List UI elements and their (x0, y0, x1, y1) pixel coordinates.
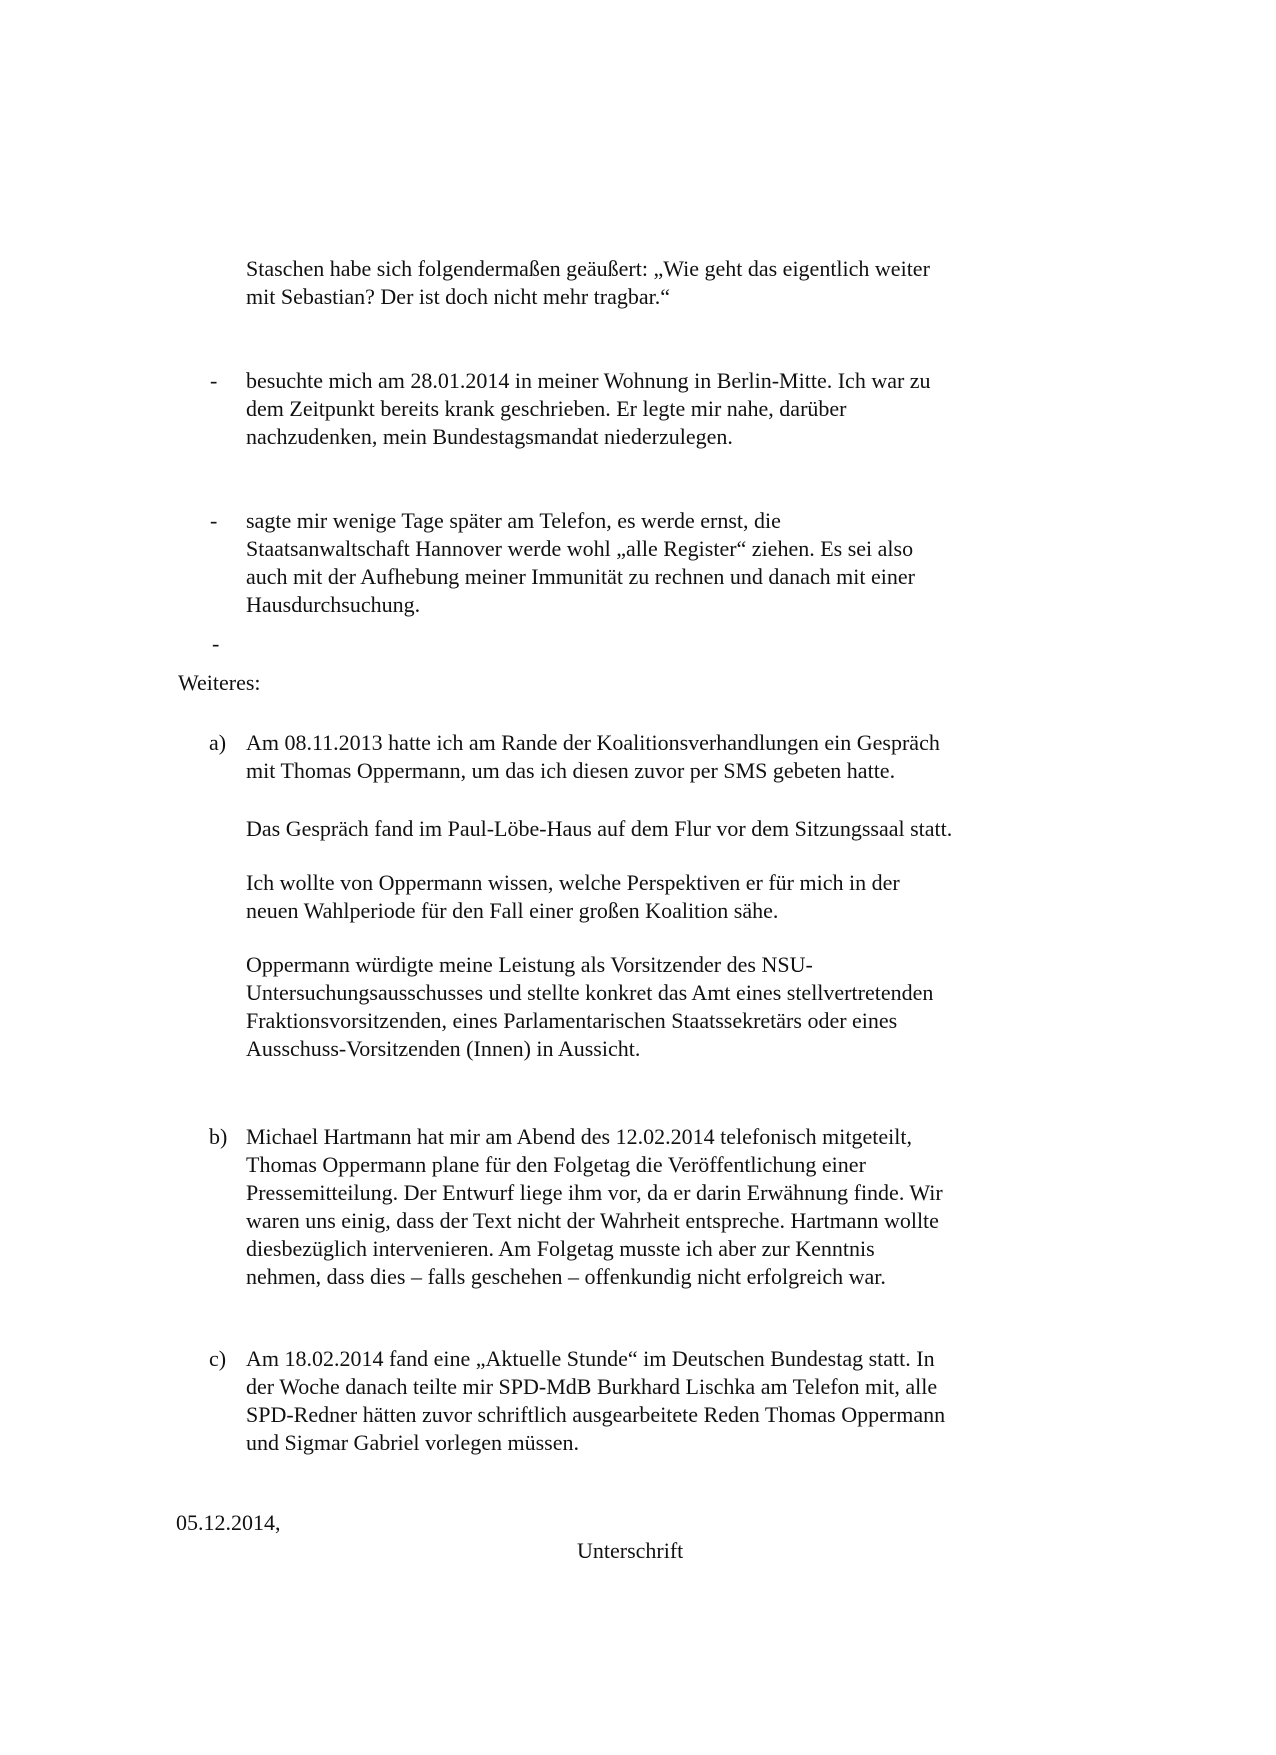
signature-label: Unterschrift (577, 1538, 684, 1563)
text-line: nachzudenken, mein Bundestagsmandat niederzulegen. (246, 424, 733, 449)
text-line: besuchte mich am 28.01.2014 in meiner Wohnung in Berlin-Mitte. Ich war zu (246, 368, 931, 393)
text-line: Pressemitteilung. Der Entwurf liege ihm vor, da er darin Erwähnung finde. Wir (246, 1180, 943, 1205)
text-line: Am 18.02.2014 fand eine „Aktuelle Stunde“ im Deutschen Bundestag statt. In (246, 1346, 935, 1371)
text-line: dem Zeitpunkt bereits krank geschrieben. Er legte mir nahe, darüber (246, 396, 847, 421)
item-marker: c) (209, 1346, 227, 1371)
bullet-paragraph (246, 507, 915, 619)
bullet-marker: - (210, 368, 218, 393)
text-line: und Sigmar Gabriel vorlegen müssen. (246, 1430, 579, 1455)
item-marker: b) (209, 1124, 228, 1149)
text-line: Michael Hartmann hat mir am Abend des 12.02.2014 telefonisch mitgeteilt, (246, 1124, 912, 1149)
item-paragraph (246, 951, 933, 1063)
item-paragraph (246, 815, 952, 843)
text-line: Am 08.11.2013 hatte ich am Rande der Koalitionsverhandlungen ein Gespräch (246, 730, 940, 755)
item-marker: a) (209, 730, 227, 755)
text-line: SPD-Redner hätten zuvor schriftlich ausgearbeitete Reden Thomas Oppermann (246, 1402, 946, 1427)
text-line: auch mit der Aufhebung meiner Immunität zu rechnen und danach mit einer (246, 564, 915, 589)
text-line: Staatsanwaltschaft Hannover werde wohl „alle Register“ ziehen. Es sei also (246, 536, 914, 561)
section-heading: Weiteres: (178, 670, 261, 695)
bullet-paragraph (246, 367, 931, 451)
text-line: Das Gespräch fand im Paul-Löbe-Haus auf dem Flur vor dem Sitzungssaal statt. (246, 816, 953, 841)
text-line: Hausdurchsuchung. (246, 592, 421, 617)
text-line: Ich wollte von Oppermann wissen, welche Perspektiven er für mich in der (246, 870, 900, 895)
text-line: mit Sebastian? Der ist doch nicht mehr tragbar.“ (246, 284, 670, 309)
text-line: der Woche danach teilte mir SPD-MdB Burkhard Lischka am Telefon mit, alle (246, 1374, 938, 1399)
item-paragraph (246, 869, 900, 925)
text-line: diesbezüglich intervenieren. Am Folgetag musste ich aber zur Kenntnis (246, 1236, 875, 1261)
text-line: Staschen habe sich folgendermaßen geäußert: „Wie geht das eigentlich weiter (246, 256, 930, 281)
bullet-marker: - (212, 631, 220, 656)
text-line: Oppermann würdigte meine Leistung als Vorsitzender des NSU- (246, 952, 813, 977)
text-line: nehmen, dass dies – falls geschehen – offenkundig nicht erfolgreich war. (246, 1264, 886, 1289)
text-line: sagte mir wenige Tage später am Telefon, es werde ernst, die (246, 508, 781, 533)
text-line: Ausschuss-Vorsitzenden (Innen) in Aussicht. (246, 1036, 641, 1061)
text-line: waren uns einig, dass der Text nicht der Wahrheit entspreche. Hartmann wollte (246, 1208, 939, 1233)
text-line: neuen Wahlperiode für den Fall einer großen Koalition sähe. (246, 898, 779, 923)
text-line: mit Thomas Oppermann, um das ich diesen zuvor per SMS gebeten hatte. (246, 758, 896, 783)
item-paragraph (246, 1123, 943, 1291)
text-line: Fraktionsvorsitzenden, eines Parlamentarischen Staatssekretärs oder eines (246, 1008, 898, 1033)
item-paragraph (246, 1345, 945, 1457)
item-paragraph (246, 729, 940, 785)
intro-paragraph (246, 255, 930, 311)
text-line: Untersuchungsausschusses und stellte konkret das Amt eines stellvertretenden (246, 980, 934, 1005)
bullet-marker: - (210, 508, 218, 533)
document-date: 05.12.2014, (176, 1510, 281, 1535)
text-line: Thomas Oppermann plane für den Folgetag die Veröffentlichung einer (246, 1152, 866, 1177)
